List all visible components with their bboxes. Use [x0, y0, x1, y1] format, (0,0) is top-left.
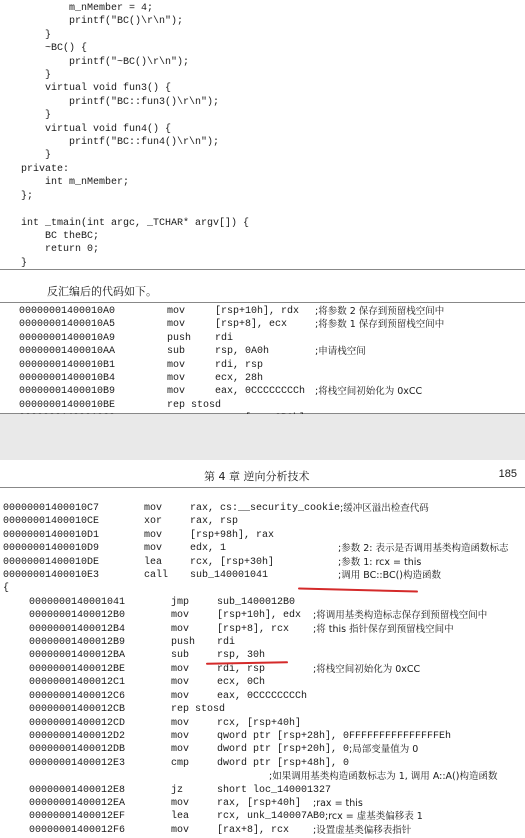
assembly-listing-top	[19, 305, 444, 426]
asm-row	[19, 318, 444, 331]
asm-row	[3, 582, 509, 595]
asm-row	[3, 676, 509, 689]
asm-address: 00000001400012BA	[29, 650, 126, 662]
asm-comment: ;rcx = 虚基类偏移表 1	[325, 811, 423, 823]
asm-operand	[221, 399, 321, 412]
asm-address: 00000001400010C7	[3, 503, 100, 514]
asm-opcode: push	[167, 332, 192, 344]
asm-opcode: mov	[171, 717, 190, 729]
code-line: }	[21, 110, 52, 122]
asm-operand: [rsp+8], ecx	[215, 319, 288, 331]
asm-row	[3, 824, 509, 837]
asm-address: 00000001400010DE	[3, 556, 100, 568]
asm-row	[3, 770, 509, 783]
asm-comment: ;调用 BC::BC()构造函数	[338, 570, 442, 582]
asm-opcode: mov	[171, 824, 190, 836]
asm-row	[3, 797, 509, 810]
asm-row	[19, 305, 444, 318]
page-gap	[0, 414, 525, 460]
asm-opcode: mov	[167, 386, 186, 398]
page-header	[0, 466, 525, 484]
asm-opcode: mov	[171, 730, 190, 742]
asm-row	[19, 372, 444, 385]
asm-address: 00000001400012F6	[29, 824, 126, 836]
asm-opcode: cmp	[171, 757, 190, 769]
asm-opcode: call	[144, 570, 169, 582]
asm-comment: ;将 this 指针保存到预留栈空间中	[313, 623, 454, 635]
asm-address: 00000001400012B9	[29, 637, 126, 649]
asm-opcode: mov	[171, 623, 190, 635]
code-line: printf("BC::fun4()\r\n");	[21, 137, 220, 149]
asm-opcode	[144, 582, 190, 595]
caption-text: 反汇编后的代码如下。	[47, 285, 157, 298]
asm-operand: rdi	[217, 637, 236, 649]
asm-operand: [rsp+10h], edx	[217, 610, 302, 622]
asm-row	[3, 529, 509, 542]
asm-address: 00000001400010AA	[19, 346, 116, 358]
asm-row	[19, 332, 444, 345]
asm-comment: ;申请栈空间	[315, 346, 366, 358]
asm-opcode: mov	[144, 529, 163, 541]
asm-address: 00000001400012D2	[29, 730, 126, 742]
asm-opcode: mov	[144, 543, 163, 555]
asm-address: 00000001400012C6	[29, 690, 126, 702]
asm-address: 00000001400012EF	[29, 811, 126, 823]
asm-comment: ;如果调用基类构造函数标志为 1, 调用 A::A()构造函数	[269, 771, 498, 783]
asm-opcode: mov	[144, 503, 163, 514]
asm-row	[3, 757, 509, 770]
asm-opcode: mov	[167, 359, 186, 371]
asm-address: 00000001400012B0	[29, 610, 126, 622]
cpp-code-block	[21, 2, 521, 270]
asm-opcode: mov	[171, 797, 190, 809]
asm-opcode: xor	[144, 516, 163, 528]
asm-row	[3, 502, 509, 515]
asm-operand: rcx, [rsp+40h]	[217, 717, 302, 729]
asm-opcode: mov	[171, 744, 190, 756]
asm-address: 00000001400010A9	[19, 332, 116, 344]
asm-comment: ;设置虚基类偏移表指针	[313, 824, 412, 836]
asm-operand: rcx, [rsp+30h]	[190, 556, 275, 568]
asm-comment: ;将调用基类构造标志保存到预留栈空间中	[313, 610, 488, 622]
asm-row	[3, 609, 509, 622]
asm-address: 00000001400012E8	[29, 784, 126, 796]
asm-operand: [rsp+8], rcx	[217, 623, 290, 635]
asm-opcode: push	[171, 637, 196, 649]
code-line: }	[21, 70, 52, 82]
chapter-title: 第 4 章 逆向分析技术	[204, 470, 310, 483]
asm-opcode: jmp	[171, 596, 190, 608]
asm-address: 00000001400012CD	[29, 717, 126, 729]
asm-opcode: lea	[171, 811, 190, 823]
asm-operand: rdi, rsp	[215, 359, 264, 371]
asm-opcode: rep stosd	[167, 399, 222, 411]
asm-address: 00000001400010CE	[3, 516, 100, 528]
asm-opcode: mov	[171, 677, 190, 689]
asm-operand: rcx, unk_140007AB0	[217, 811, 326, 823]
asm-address: 0000000140001041	[29, 596, 126, 608]
asm-operand: dword ptr [rsp+48h], 0	[217, 757, 350, 769]
asm-operand: eax, 0CCCCCCCCh	[215, 386, 306, 398]
asm-operand: rax, cs:__security_cookie	[190, 503, 341, 514]
code-line	[21, 203, 521, 216]
asm-operand: ecx, 28h	[215, 373, 264, 385]
asm-row	[3, 703, 509, 716]
asm-address: 00000001400010D9	[3, 543, 100, 555]
asm-address: 00000001400010E3	[3, 570, 100, 582]
asm-comment: ;参数 2: 表示是否调用基类构造函数标志	[338, 543, 509, 555]
asm-opcode: sub	[167, 346, 186, 358]
asm-opcode: lea	[144, 556, 163, 568]
asm-comment: ;将栈空间初始化为 0xCC	[313, 663, 421, 675]
asm-opcode: rep stosd	[171, 704, 226, 716]
asm-row	[3, 515, 509, 528]
asm-address: 00000001400010A5	[19, 319, 116, 331]
asm-comment: ;局部变量值为 0	[349, 744, 419, 756]
asm-operand: dword ptr [rsp+20h], 0	[217, 744, 350, 756]
asm-operand: edx, 1	[190, 543, 227, 555]
asm-comment: ;将参数 1 保存到预留栈空间中	[315, 319, 445, 331]
asm-operand: [rax+8], rcx	[217, 824, 290, 836]
asm-operand: rsp, 0A0h	[215, 346, 270, 358]
asm-address: 00000001400012B4	[29, 623, 126, 635]
asm-operand	[225, 703, 321, 716]
asm-address: 00000001400010B9	[19, 386, 116, 398]
asm-row	[3, 569, 509, 582]
asm-operand: rax, [rsp+40h]	[217, 797, 302, 809]
asm-operand: sub_1400012B0	[217, 596, 296, 608]
code-line: }	[21, 257, 28, 269]
code-line: virtual void fun4() {	[21, 123, 172, 135]
asm-address: 00000001400010A0	[19, 306, 116, 317]
asm-row	[3, 636, 509, 649]
asm-address: 00000001400012BE	[29, 663, 126, 675]
asm-comment: ;rax = this	[313, 797, 363, 809]
asm-address: 00000001400012C1	[29, 677, 126, 689]
asm-opcode: mov	[171, 690, 190, 702]
asm-comment: ;缓冲区溢出检查代码	[340, 503, 429, 514]
code-line: m_nMember = 4;	[21, 3, 154, 14]
asm-row	[19, 345, 444, 358]
asm-opcode: mov	[167, 306, 186, 317]
page-number: 185	[498, 468, 517, 480]
asm-operand: qword ptr [rsp+28h], 0FFFFFFFFFFFFFFFEh	[217, 730, 452, 742]
asm-operand: short loc_140001327	[217, 784, 332, 796]
asm-address: 00000001400012CB	[29, 704, 126, 716]
asm-opcode: jz	[171, 784, 184, 796]
asm-opcode: mov	[171, 610, 190, 622]
asm-row	[19, 399, 444, 412]
asm-row	[3, 623, 509, 636]
asm-address: 00000001400010D1	[3, 529, 100, 541]
asm-operand: eax, 0CCCCCCCCh	[217, 690, 308, 702]
header-divider	[0, 487, 525, 488]
code-line: ~BC() {	[21, 43, 88, 55]
asm-opcode: mov	[171, 663, 190, 675]
asm-address: {	[3, 583, 10, 595]
asm-comment: ;将参数 2 保存到预留栈空间中	[315, 306, 445, 317]
asm-operand: [rsp+10h], rdx	[215, 306, 300, 317]
asm-address: 00000001400010B1	[19, 359, 116, 371]
asm-row	[3, 596, 509, 609]
code-line: }	[21, 150, 52, 162]
asm-row	[19, 359, 444, 372]
asm-operand: rdi	[215, 332, 234, 344]
asm-operand: rdi, rsp	[217, 663, 266, 675]
asm-operand: ecx, 0Ch	[217, 677, 266, 689]
code-line: private:	[21, 163, 70, 175]
code-line: int m_nMember;	[21, 177, 130, 189]
asm-address: 00000001400012DB	[29, 744, 126, 756]
asm-operand: [rsp+98h], rax	[190, 529, 275, 541]
asm-row	[3, 556, 509, 569]
code-line: printf("~BC()\r\n");	[21, 56, 190, 68]
code-line: return 0;	[21, 244, 100, 256]
asm-address: 00000001400010BE	[19, 399, 116, 411]
code-line: virtual void fun3() {	[21, 83, 172, 95]
asm-comment: ;将栈空间初始化为 0xCC	[315, 386, 423, 398]
code-line: int _tmain(int argc, _TCHAR* argv[]) {	[21, 217, 250, 229]
asm-row	[3, 784, 509, 797]
asm-row	[3, 663, 509, 676]
asm-comment: ;参数 1: rcx = this	[338, 556, 422, 568]
code-divider	[0, 269, 525, 270]
asm-opcode: sub	[171, 650, 190, 662]
asm-row	[3, 542, 509, 555]
asm-row	[3, 810, 509, 823]
asm-operand: rsp, 30h	[217, 650, 266, 662]
asm-row	[3, 730, 509, 743]
asm-address: 00000001400012EA	[29, 797, 126, 809]
code-line: }	[21, 29, 52, 41]
assembly-listing-bottom	[3, 502, 509, 837]
asm-opcode: mov	[167, 373, 186, 385]
code-line: printf("BC::fun3()\r\n");	[21, 96, 220, 108]
asm-operand: sub_140001041	[190, 570, 269, 582]
asm-address: 00000001400012E3	[29, 757, 126, 769]
asm-row	[3, 717, 509, 730]
code-line: BC theBC;	[21, 230, 100, 242]
asm-operand: rax, rsp	[190, 516, 239, 528]
asm-row	[3, 743, 509, 756]
asm-opcode: mov	[167, 319, 186, 331]
asm-row	[3, 690, 509, 703]
asm-row	[19, 385, 444, 398]
code-line: printf("BC()\r\n");	[21, 16, 184, 28]
code-line: };	[21, 190, 34, 202]
asm-address: 00000001400010B4	[19, 373, 116, 385]
